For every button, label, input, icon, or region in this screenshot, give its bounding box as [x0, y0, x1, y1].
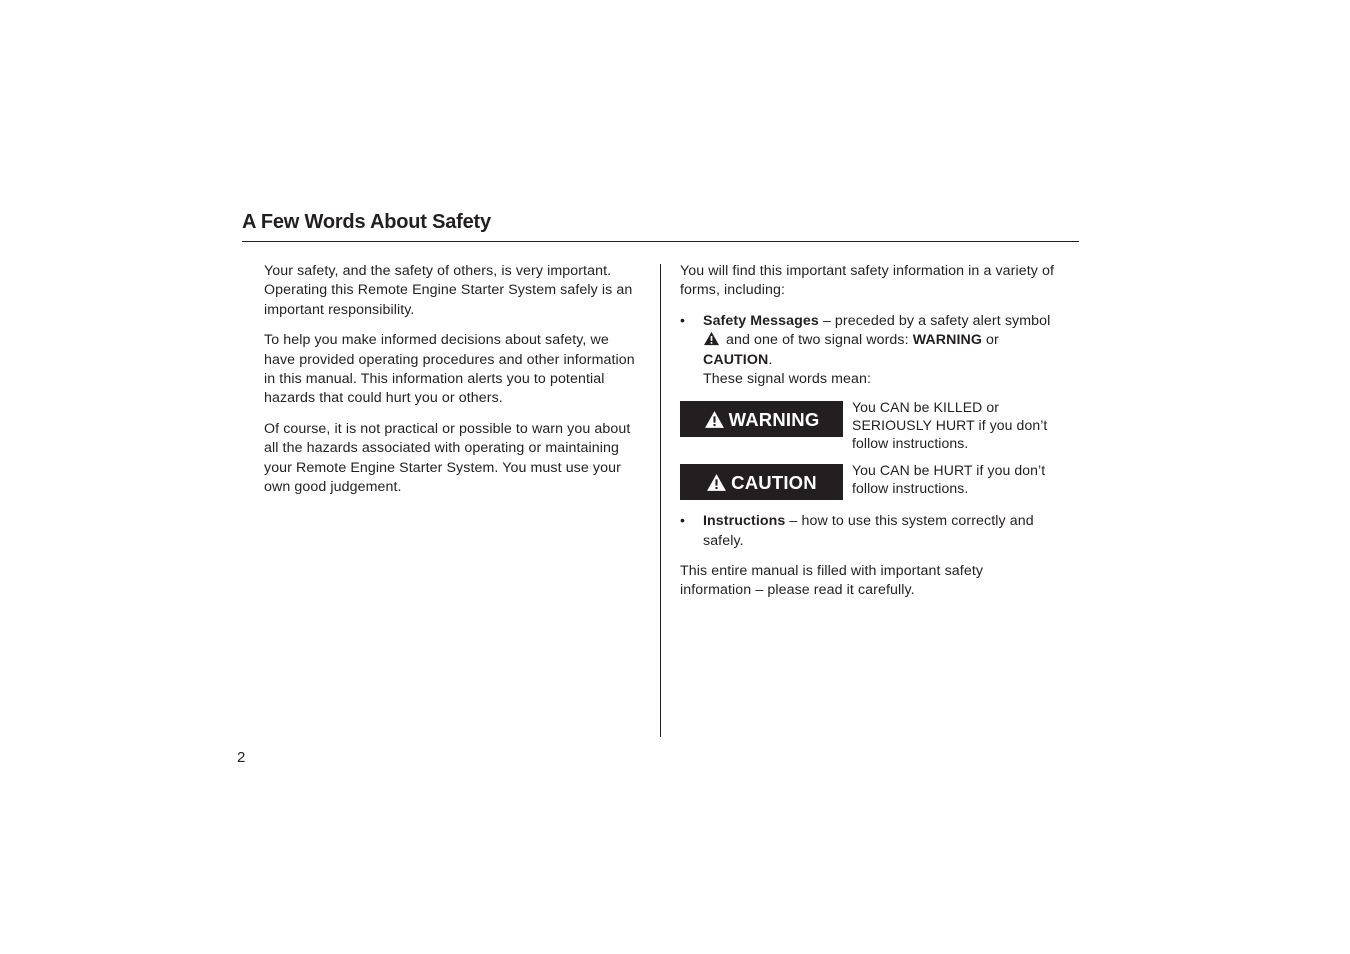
safety-messages-or: or	[981, 332, 999, 349]
safety-messages-text-1: – preceded by a safety alert symbol	[818, 312, 1051, 329]
warning-label: WARNING	[728, 408, 820, 430]
paragraph-closing: This entire manual is filled with important safety information – please read it carefully.	[680, 563, 984, 599]
signal-row-warning	[680, 401, 1072, 452]
paragraph-informed-decisions: To help you make informed decisions about safety, we have provided operating procedures and other information in this manual. This information alerts you to potential hazards that could hurt you or others.	[264, 332, 635, 407]
paragraph-intro: You will find this important safety information in a variety of forms, including:	[680, 263, 1055, 299]
list-item-safety-messages	[680, 312, 1072, 390]
bullet: •	[680, 513, 686, 530]
instructions-text: – how to use this system correctly and safely.	[703, 513, 1034, 549]
paragraph-good-judgement: Of course, it is not practical or possible to warn you about all the hazards associated with operating or maintaining your Remote Engine Starter System. You must use your own good judgement.	[264, 420, 631, 496]
right-column	[680, 262, 1072, 601]
warning-triangle-icon	[704, 410, 725, 429]
caution-signal-box	[680, 464, 843, 500]
warning-signal-box	[680, 401, 843, 437]
caution-label: CAUTION	[731, 471, 817, 493]
warning-triangle-icon	[703, 331, 720, 346]
list-item-instructions	[680, 512, 1072, 551]
term-safety-messages: Safety Messages	[703, 312, 819, 329]
warning-description: You CAN be KILLED or SERIOUSLY HURT if you don’t follow instructions.	[852, 399, 1048, 451]
safety-messages-period: .	[768, 351, 773, 368]
column-divider	[660, 264, 661, 737]
signal-word-warning: WARNING	[912, 332, 982, 349]
left-column	[264, 262, 644, 497]
paragraph-safety-importance: Your safety, and the safety of others, is very important. Operating this Remote Engine Starter System safely is an important responsibility.	[264, 263, 633, 318]
title-rule	[242, 241, 1079, 242]
page-title: A Few Words About Safety	[242, 211, 491, 233]
caution-description: You CAN be HURT if you don’t follow instructions.	[852, 462, 1046, 496]
page-number: 2	[237, 749, 246, 766]
bullet: •	[680, 312, 686, 329]
signal-row-caution	[680, 464, 1072, 500]
term-instructions: Instructions	[703, 513, 786, 530]
signal-words-intro: These signal words mean:	[703, 371, 872, 388]
signal-word-caution: CAUTION	[703, 351, 769, 368]
safety-messages-text-2: and one of two signal words:	[722, 332, 913, 349]
warning-triangle-icon	[706, 473, 727, 492]
